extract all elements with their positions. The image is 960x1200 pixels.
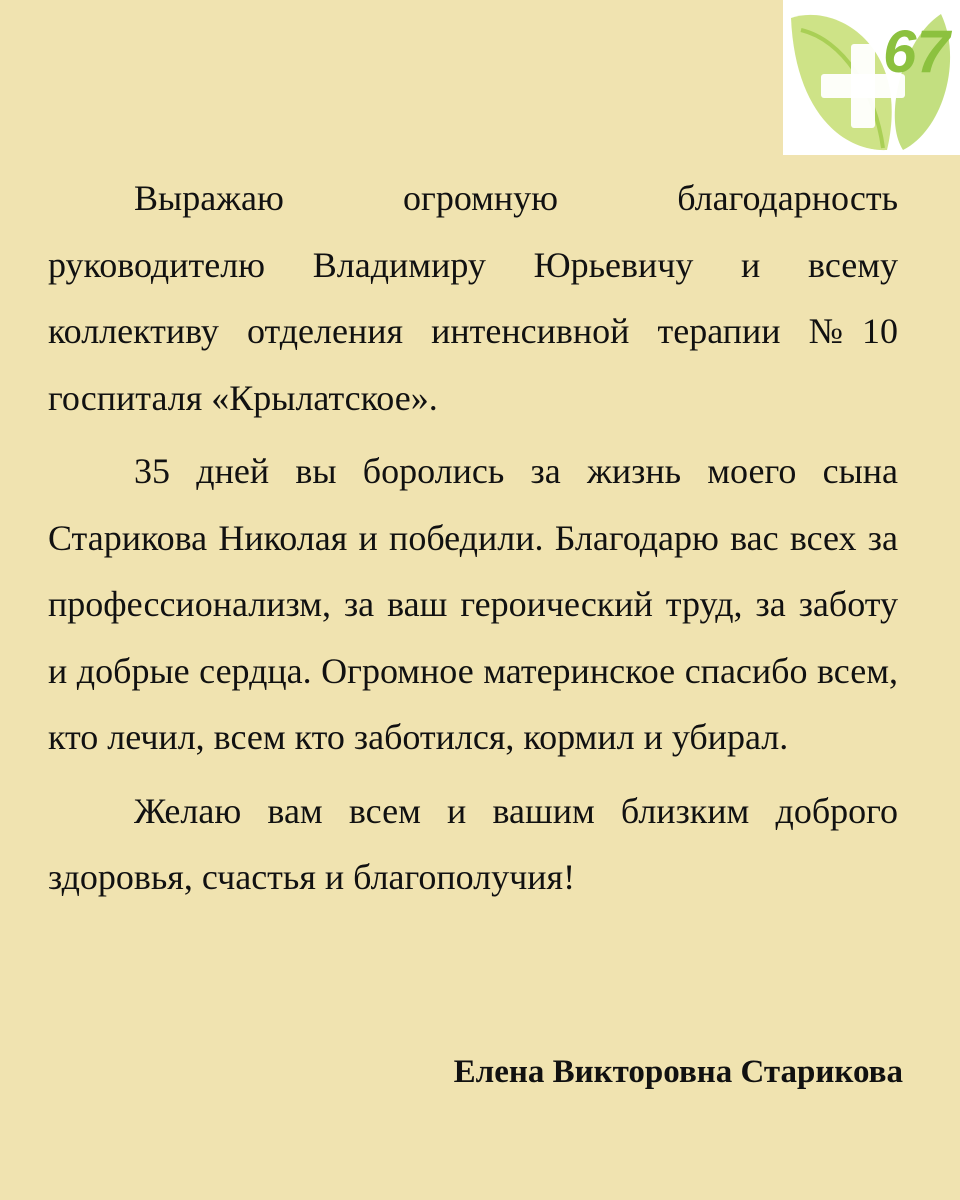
letter-body	[48, 165, 898, 911]
signature: Елена Викторовна Старикова	[453, 1054, 903, 1090]
letter-paragraph-1: Выражаю огромную благодарность руководителю Владимиру Юрьевичу и всему коллективу отделения интенсивной терапии №10 госпиталя «Крылатское».	[48, 178, 898, 418]
clinic-logo	[783, 0, 960, 155]
leaf-cross-icon	[783, 0, 960, 155]
letter-paragraph-3: Желаю вам всем и вашим близким доброго здоровья, счастья и благополучия!	[48, 790, 898, 897]
letter-paragraph-2: 35 дней вы боролись за жизнь моего сына Старикова Николая и победили. Благодарю вас всех за профессионализм, за ваш героический труд, за заботу и добрые сердца. Огромное материнское спасибо всем, кто лечил, всем кто заботился, кормил и убирал.	[48, 451, 898, 757]
svg-text:67: 67	[883, 18, 950, 85]
